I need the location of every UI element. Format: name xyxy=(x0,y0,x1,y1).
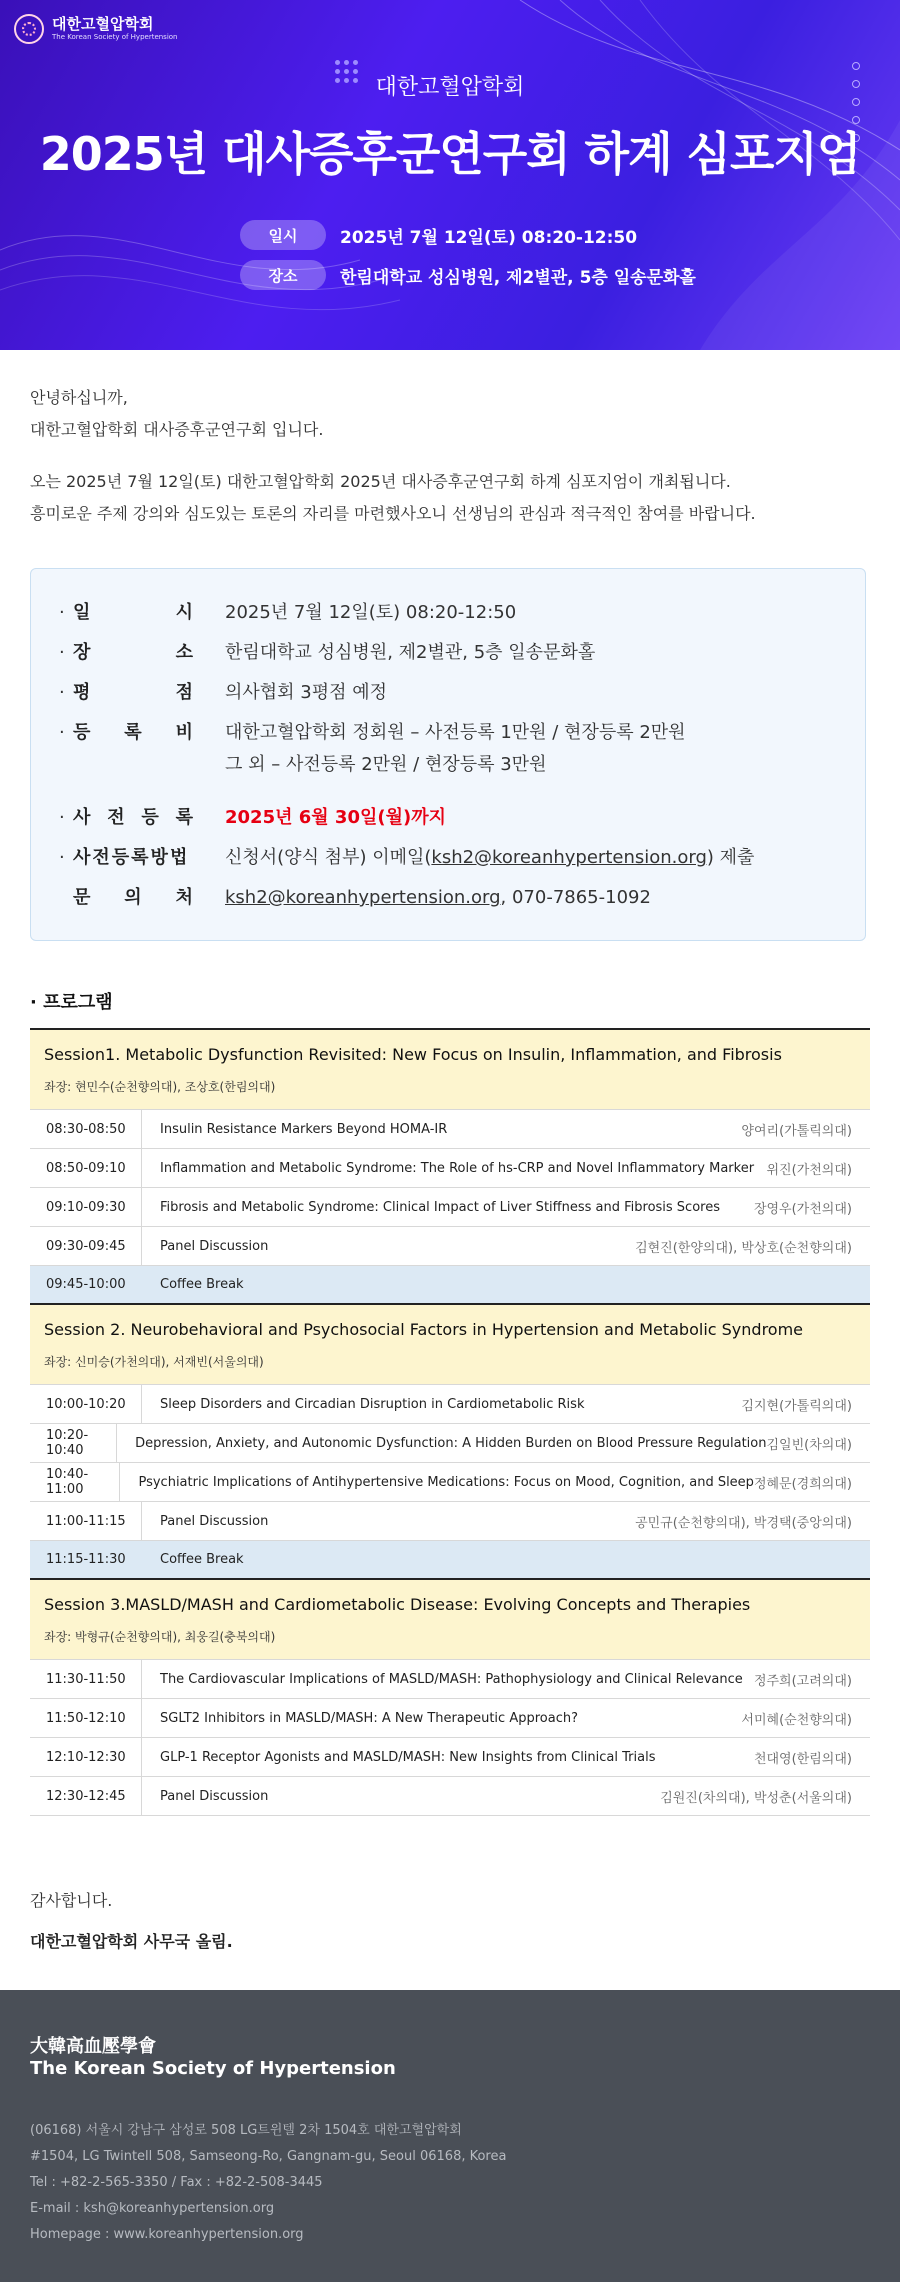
header-banner xyxy=(0,0,900,350)
row-time: 11:30-11:50 xyxy=(30,1660,142,1698)
session-header xyxy=(30,1580,870,1660)
coffee-break-row xyxy=(30,1266,870,1305)
row-time: 10:00-10:20 xyxy=(30,1385,142,1423)
row-speaker: 장영우(가천의대) xyxy=(753,1201,852,1217)
break-label: Coffee Break xyxy=(160,1277,244,1292)
thanks-text: 감사합니다. xyxy=(30,1891,113,1910)
intro-body-2: 흥미로운 주제 강의와 심도있는 토론의 자리를 마련했사오니 선생님의 관심과 적극적인 참여를 바랍니다. xyxy=(30,504,756,523)
row-time: 09:10-09:30 xyxy=(30,1188,142,1226)
break-time: 11:15-11:30 xyxy=(46,1552,126,1567)
info-row-date: · 일 시 2025년 7월 12일(토) 08:20-12:50 xyxy=(59,599,516,627)
info-label-contact: 문 의 처 xyxy=(73,887,193,908)
info-row-credit: · 평 점 의사협회 3평점 예정 xyxy=(59,679,387,707)
break-time: 09:45-10:00 xyxy=(46,1277,126,1292)
program-row xyxy=(30,1777,870,1816)
session-title: Session1. Metabolic Dysfunction Revisited: New Focus on Insulin, Inflammation, and Fibrosis xyxy=(44,1045,782,1064)
header-date-row xyxy=(240,220,637,250)
session-chair: 좌장: 현민수(순천향의대), 조상호(한림의대) xyxy=(44,1080,276,1094)
session-chair: 좌장: 신미승(가천의대), 서재빈(서울의대) xyxy=(44,1355,264,1369)
program-table xyxy=(30,1028,870,1816)
place-value: 한림대학교 성심병원, 제2별관, 5층 일송문화홀 xyxy=(340,267,696,288)
info-label-fee: 등 록 비 xyxy=(73,722,193,743)
program-row xyxy=(30,1502,870,1541)
row-speaker: 공민규(순천향의대), 박경택(중앙의대) xyxy=(635,1515,852,1531)
date-pill: 일시 xyxy=(240,220,326,250)
info-value-credit: 의사협회 3평점 예정 xyxy=(225,682,387,703)
program-row xyxy=(30,1738,870,1777)
footer-address-ko: (06168) 서울시 강남구 삼성로 508 LG트윈텔 2차 1504호 대한고혈압학회 xyxy=(30,2123,462,2138)
info-row-fee: · 등 록 비 대한고혈압학회 정회원 – 사전등록 1만원 / 현장등록 2만원 그 외 – 사전등록 2만원 / 현장등록 3만원 xyxy=(59,719,686,779)
program-row xyxy=(30,1110,870,1149)
row-time: 11:50-12:10 xyxy=(30,1699,142,1737)
footer-address-en: #1504, LG Twintell 508, Samseong-Ro, Gangnam-gu, Seoul 06168, Korea xyxy=(30,2149,507,2164)
logo-name-en: The Korean Society of Hypertension xyxy=(52,33,178,41)
program-row xyxy=(30,1149,870,1188)
society-logo[interactable] xyxy=(14,14,178,44)
row-topic: Inflammation and Metabolic Syndrome: The Role of hs-CRP and Novel Inflammatory Marker xyxy=(160,1160,755,1176)
greeting-line-2: 대한고혈압학회 대사증후군연구회 입니다. xyxy=(30,420,324,439)
footer xyxy=(0,1990,900,2282)
footer-homepage[interactable]: Homepage : www.koreanhypertension.org xyxy=(30,2227,304,2242)
row-speaker: 천대영(한림의대) xyxy=(753,1751,852,1767)
program-row xyxy=(30,1385,870,1424)
row-time: 11:00-11:15 xyxy=(30,1502,142,1540)
footer-contact-info xyxy=(30,2118,506,2248)
date-value: 2025년 7월 12일(토) 08:20-12:50 xyxy=(340,227,638,248)
footer-tel: Tel : +82-2-565-3350 / Fax : +82-2-508-3445 xyxy=(30,2175,323,2190)
coffee-break-row xyxy=(30,1541,870,1580)
row-speaker: 위진(가천의대) xyxy=(766,1162,852,1178)
row-speaker: 김현진(한양의대), 박상호(순천향의대) xyxy=(635,1240,852,1256)
program-row xyxy=(30,1699,870,1738)
row-speaker: 김일빈(차의대) xyxy=(766,1437,852,1453)
row-speaker: 김지현(가톨릭의대) xyxy=(741,1398,852,1414)
method-email-link[interactable]: ksh2@koreanhypertension.org xyxy=(431,847,707,868)
session-header xyxy=(30,1030,870,1110)
footer-name-en: The Korean Society of Hypertension xyxy=(30,2058,396,2079)
intro-body-1: 오는 2025년 7월 12일(토) 대한고혈압학회 2025년 대사증후군연구회 하계 심포지엄이 개최됩니다. xyxy=(30,472,731,491)
row-time: 08:30-08:50 xyxy=(30,1110,142,1148)
info-label-method: 사전등록방법 xyxy=(73,847,190,868)
row-time: 08:50-09:10 xyxy=(30,1149,142,1187)
info-value-fee: 대한고혈압학회 정회원 – 사전등록 1만원 / 현장등록 2만원 그 외 – 사전등록 2만원 / 현장등록 3만원 xyxy=(225,722,686,775)
row-time: 09:30-09:45 xyxy=(30,1227,142,1265)
session-header xyxy=(30,1305,870,1385)
greeting-line-1: 안녕하십니까, xyxy=(30,388,128,407)
row-topic: The Cardiovascular Implications of MASLD/MASH: Pathophysiology and Clinical Relevance xyxy=(160,1671,743,1687)
header-place-row xyxy=(240,260,696,290)
program-heading: · 프로그램 xyxy=(30,992,113,1013)
row-topic: SGLT2 Inhibitors in MASLD/MASH: A New Therapeutic Approach? xyxy=(160,1710,578,1726)
row-time: 10:40-11:00 xyxy=(30,1463,120,1501)
row-topic: Fibrosis and Metabolic Syndrome: Clinical Impact of Liver Stiffness and Fibrosis Scores xyxy=(160,1199,720,1215)
info-value-method: 신청서(양식 첨부) 이메일(ksh2@koreanhypertension.org) 제출 xyxy=(225,847,755,868)
closing xyxy=(30,1888,233,1952)
info-value-date: 2025년 7월 12일(토) 08:20-12:50 xyxy=(225,602,517,623)
row-speaker: 김원진(차의대), 박성춘(서울의대) xyxy=(660,1790,852,1806)
info-value-place: 한림대학교 성심병원, 제2별관, 5층 일송문화홀 xyxy=(225,642,596,663)
info-label-date: 일 시 xyxy=(73,602,193,623)
contact-email-link[interactable]: ksh2@koreanhypertension.org xyxy=(225,887,501,908)
signature: 대한고혈압학회 사무국 올림. xyxy=(30,1932,233,1951)
row-time: 12:30-12:45 xyxy=(30,1777,142,1815)
program-row xyxy=(30,1424,870,1463)
info-value-prereg-deadline: 2025년 6월 30일(월)까지 xyxy=(225,807,446,828)
info-row-prereg: · 사 전 등 록 2025년 6월 30일(월)까지 xyxy=(59,804,446,832)
place-pill: 장소 xyxy=(240,260,326,290)
header-org: 대한고혈압학회 xyxy=(375,75,525,100)
program-row xyxy=(30,1227,870,1266)
row-topic: Psychiatric Implications of Antihypertensive Medications: Focus on Mood, Cognition, and Sleep xyxy=(138,1474,754,1490)
info-label-credit: 평 점 xyxy=(73,682,193,703)
page-title: 2025년 대사증후군연구회 하계 심포지엄 xyxy=(39,127,861,181)
session-title: Session 2. Neurobehavioral and Psychosocial Factors in Hypertension and Metabolic Syndrome xyxy=(44,1320,804,1339)
program-row xyxy=(30,1660,870,1699)
row-topic: GLP-1 Receptor Agonists and MASLD/MASH: New Insights from Clinical Trials xyxy=(160,1749,656,1765)
row-topic: Panel Discussion xyxy=(160,1238,269,1254)
row-time: 10:20-10:40 xyxy=(30,1424,117,1462)
row-topic: Panel Discussion xyxy=(160,1788,269,1804)
row-topic: Sleep Disorders and Circadian Disruption in Cardiometabolic Risk xyxy=(160,1396,585,1412)
row-topic: Panel Discussion xyxy=(160,1513,269,1529)
footer-name-hanja: 大韓高血壓學會 xyxy=(30,2036,156,2057)
break-label: Coffee Break xyxy=(160,1552,244,1567)
program-row xyxy=(30,1188,870,1227)
session-title: Session 3.MASLD/MASH and Cardiometabolic Disease: Evolving Concepts and Therapies xyxy=(44,1595,751,1614)
info-row-place: · 장 소 한림대학교 성심병원, 제2별관, 5층 일송문화홀 xyxy=(59,639,595,667)
program-row xyxy=(30,1463,870,1502)
event-info-box xyxy=(30,568,866,941)
intro-text xyxy=(30,382,870,530)
row-speaker: 정혜문(경희의대) xyxy=(753,1476,852,1492)
row-time: 12:10-12:30 xyxy=(30,1738,142,1776)
row-topic: Insulin Resistance Markers Beyond HOMA-IR xyxy=(160,1121,448,1137)
info-value-contact: ksh2@koreanhypertension.org, 070-7865-1092 xyxy=(225,887,651,908)
info-row-method: · 사전등록방법 신청서(양식 첨부) 이메일(ksh2@koreanhypertension.org) 제출 xyxy=(59,844,754,872)
logo-name-ko: 대한고혈압학회 xyxy=(52,15,154,33)
footer-email[interactable]: E-mail : ksh@koreanhypertension.org xyxy=(30,2201,275,2216)
row-speaker: 정주희(고려의대) xyxy=(753,1673,852,1689)
row-topic: Depression, Anxiety, and Autonomic Dysfunction: A Hidden Burden on Blood Pressure Regulation xyxy=(135,1435,767,1451)
info-label-prereg: 사 전 등 록 xyxy=(73,807,193,828)
row-speaker: 서미혜(순천향의대) xyxy=(741,1712,852,1728)
session-chair: 좌장: 박형규(순천향의대), 최웅길(충북의대) xyxy=(44,1630,276,1644)
row-speaker: 양여리(가톨릭의대) xyxy=(741,1123,852,1139)
info-row-contact xyxy=(59,884,651,912)
logo-emblem-icon xyxy=(14,14,44,44)
info-label-place: 장 소 xyxy=(73,642,193,663)
